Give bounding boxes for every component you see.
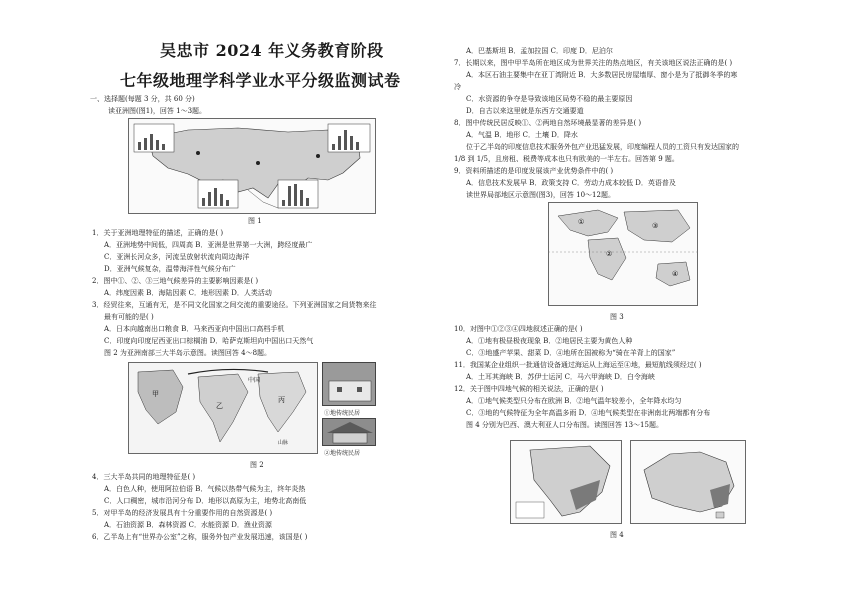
question-10-options-ab: A．①地有极昼极夜现象 B．②地居民主要为黄色人种: [466, 337, 633, 345]
map-label-bing: 丙: [278, 396, 285, 404]
photo-dwelling-1-label: ①地传统民居: [324, 410, 361, 417]
exam-title-line2: 七年级地理学科学业水平分级监测试卷: [120, 71, 401, 90]
question-1-options-ab: A．亚洲地势中间低，四周高 B．亚洲是世界第一大洲，跨经度最广: [104, 241, 313, 249]
passage-india-cont: 1/8 到 1/5，且房租、税费等成本也只有欧美的一半左右。回答第 9 题。: [454, 155, 679, 163]
question-6-options: A．巴基斯坦 B．孟加拉国 C．印度 D．尼泊尔: [466, 47, 613, 55]
question-9: 9．资料所描述的是印度发展该产业优势条件中的( ): [454, 167, 614, 175]
question-8: 8．图中传统民居反映①、②两地自然环境最显著的差异是( ): [454, 119, 642, 127]
question-11: 11．我国某企业组织一批通信设备通过海运从上海运至④地，最短航线须经过( ): [454, 361, 702, 369]
map-label-yi: 乙: [216, 402, 223, 410]
figure2-caption: 图 2: [250, 461, 264, 469]
question-10: 10．对图中①②③④四地叙述正确的是( ): [454, 325, 583, 333]
question-2-options: A．纬度因素 B．海陆因素 C．地形因素 D．人类活动: [104, 289, 272, 297]
question-10-options-cd: C．③地盛产苹果、甜菜 D．④地所在国被称为“骑在羊背上的国家”: [466, 349, 676, 357]
photo-dwelling-2: [322, 418, 376, 446]
question-1-option-d: D．亚洲气候复杂，温带海洋性气候分布广: [104, 265, 236, 273]
question-3-options-cd: C．印度向印度尼西亚出口棕榈油 D．哈萨克斯坦向中国出口天然气: [104, 337, 314, 345]
question-12: 12．关于图中四地气候的相关说法，正确的是( ): [454, 385, 604, 393]
question-2: 2．图中①、②、③三地气候差异的主要影响因素是( ): [92, 277, 259, 285]
question-7-option-c: C．水资源的争夺是导致该地区局势不稳的最主要原因: [466, 95, 633, 103]
question-9-options: A．信息技术发展早 B．政策支持 C．劳动力成本较低 D．英语普及: [466, 179, 676, 187]
question-1-option-c: C．亚洲长河众多，河流呈放射状流向周边海洋: [104, 253, 250, 261]
question-3: 3．经贸往来，互通有无，是不同文化国家之间交流的重要途径。下列亚洲国家之间货物来往: [92, 301, 377, 309]
section-heading: 一、选择题(每题 3 分，共 60 分): [90, 95, 195, 103]
figure2-map: [128, 362, 318, 454]
question-7-options-ab: A．本区石油主要集中在亚丁湾附近 B．大多数居民房屋墙厚、窗小是为了抵御冬季的寒: [466, 71, 738, 79]
question-12-options-cd: C．③地的气候特征为全年高温多雨 D．④地气候类型在非洲南北两端都有分布: [466, 409, 711, 417]
photo-dwelling-2-label: ②地传统民居: [324, 450, 361, 457]
figure4-intro: 图 4 分别为巴西、澳大利亚人口分布图。读图回答 13～15题。: [466, 421, 663, 429]
figure4-brazil-map: [510, 440, 622, 524]
passage-india: 位于乙半岛的印度信息技术服务外包产业迅猛发展，印度编程人员的工资只有发达国家的: [466, 143, 739, 151]
figure1-asia-map: [128, 118, 376, 214]
question-3-cont: 最有可能的是( ): [104, 313, 154, 321]
section-intro: 读亚洲图(图1)，回答 1～3题。: [108, 107, 207, 115]
question-7-option-d: D．自古以来这里就是东西方交通要道: [466, 107, 584, 115]
question-7: 7．长期以来，图中甲半岛所在地区成为世界关注的热点地区，有关该地区说法正确的是( ): [454, 59, 733, 67]
fig3-label-2: ②: [606, 250, 613, 258]
question-6: 6．乙半岛上有“世界办公室”之称，服务外包产业发展迅速，该国是( ): [92, 533, 308, 541]
figure1-caption: 图 1: [248, 217, 262, 225]
figure3-world-map: [548, 202, 698, 306]
map-label-china: 中国: [248, 377, 261, 384]
figure4-caption: 图 4: [610, 531, 624, 539]
question-1: 1．关于亚洲地理特征的描述，正确的是( ): [92, 229, 224, 237]
question-5: 5．对甲半岛的经济发展具有十分重要作用的自然资源是( ): [92, 509, 273, 517]
question-4-options-ab: A．白色人种，使用阿拉伯语 B．气候以热带气候为主，终年炎热: [104, 485, 306, 493]
fig3-label-4: ④: [672, 270, 679, 278]
figure2-intro: 图 2 为亚洲南部三大半岛示意图。读图回答 4～8题。: [104, 349, 272, 357]
question-5-options: A．石油资源 B．森林资源 C．水能资源 D．渔业资源: [104, 521, 272, 529]
photo-dwelling-1: [322, 362, 376, 406]
figure3-intro: 读世界局部地区示意图(图3)，回答 10～12题。: [466, 191, 615, 199]
exam-title-line1: 吴忠市 2024 年义务教育阶段: [160, 41, 384, 60]
question-8-options: A．气温 B．地形 C．土壤 D．降水: [466, 131, 578, 139]
question-3-options-ab: A．日本向越南出口粮食 B．马来西亚向中国出口高档手机: [104, 325, 285, 333]
question-11-options: A．土耳其海峡 B．苏伊士运河 C．马六甲海峡 D．白令海峡: [466, 373, 655, 381]
fig3-label-3: ③: [652, 222, 659, 230]
asia-map-svg: [128, 118, 376, 214]
map-legend-1: 山脉: [278, 440, 289, 446]
question-4-options-cd: C．人口稠密，城市沿河分布 D．地形以高原为主，地势北高南低: [104, 497, 307, 505]
question-12-options-ab: A．①地气候类型只分布在欧洲 B．②地气温年较差小，全年降水均匀: [466, 397, 682, 405]
question-4: 4．三大半岛共同的地理特征是( ): [92, 473, 196, 481]
figure4-australia-map: [630, 440, 746, 524]
map-label-jia: 甲: [152, 390, 159, 398]
figure3-caption: 图 3: [610, 313, 624, 321]
question-7-option-b-cont: 冷: [454, 83, 461, 91]
fig3-label-1: ①: [578, 218, 585, 226]
